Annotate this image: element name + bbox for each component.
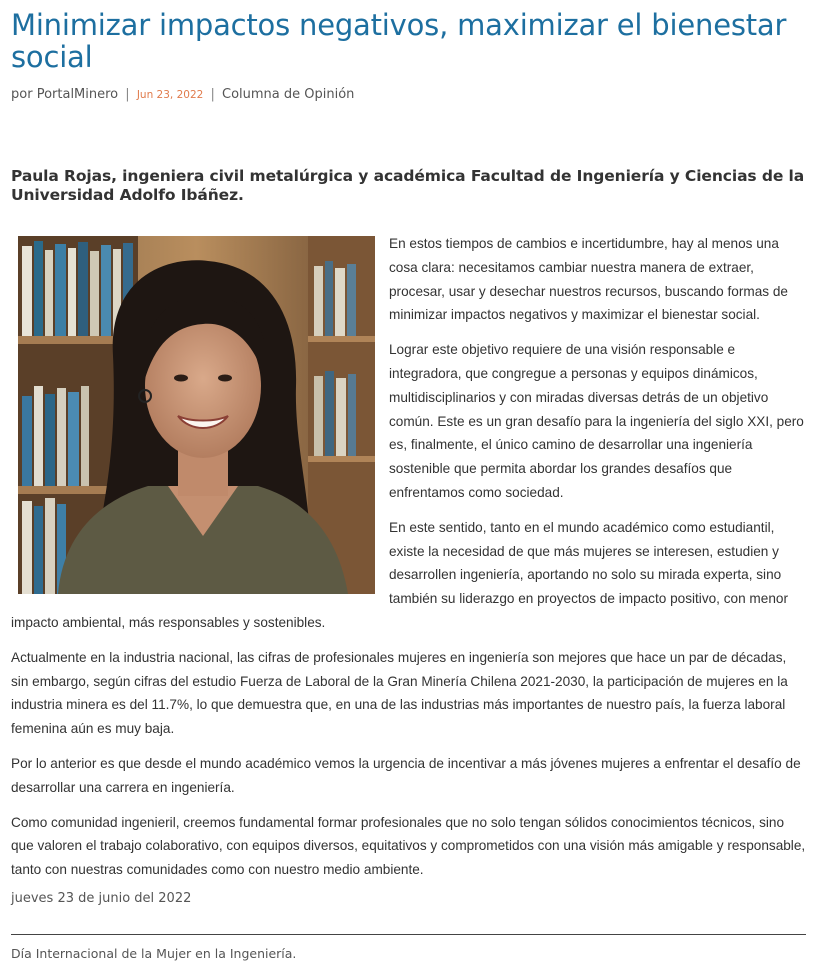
article-meta (11, 85, 806, 105)
paragraph: Por lo anterior es que desde el mundo académico vemos la urgencia de incentivar a más jóvenes mujeres a enfrentar el desafío de desarrollar una carrera en ingeniería. (11, 755, 801, 795)
author-link[interactable]: PortalMinero (36, 87, 119, 102)
article (11, 0, 806, 963)
article-subtitle: Paula Rojas, ingeniera civil metalúrgica y académica Facultad de Ingeniería y Ciencias de la Universidad Adolfo Ibáñez. (11, 167, 805, 204)
author-prefix: por (11, 87, 33, 102)
divider (11, 934, 806, 935)
paragraph: Actualmente en la industria nacional, las cifras de profesionales mujeres en ingeniería son mejores que hace un par de décadas, sin embargo, según cifras del estudio Fuerza de Laboral de la Gran Minería Chilena 2021-2030, la participación de mujeres en la industria minera es del 11.7%, lo que demuestra que, en una de las industrias más importantes de nuestro país, la fuerza laboral femenina aún es muy baja. (11, 649, 788, 737)
article-body (11, 232, 806, 882)
paragraph: En estos tiempos de cambios e incertidumbre, hay al menos una cosa clara: necesitamos cambiar nuestra manera de extraer, procesar, usar y desechar nuestros recursos, buscando formas de minimizar impactos negativos y maximizar el bienestar social. (389, 236, 788, 323)
paragraph: Lograr este objetivo requiere de una visión responsable e integradora, que congregue a personas y equipos dinámicos, multidisciplinarios y con miradas diversas detrás de un objetivo común. Este es un gran desafío para la ingeniería del siglo XXI, pero es, finalmente, el único camino de desarrollar una ingeniería sostenible que permita abordar los grandes desafíos que enfrentamos como sociedad. (389, 342, 804, 500)
publication-date: jueves 23 de junio del 2022 (11, 890, 192, 906)
article-title[interactable]: Minimizar impactos negativos, maximizar el bienestar social (11, 8, 787, 74)
paragraph: Como comunidad ingenieril, creemos fundamental formar profesionales que no solo tengan sólidos conocimientos técnicos, sino que valoren el trabajo colaborativo, con equipos diversos, equitativos y comprometidos con una visión más amigable y responsable, tanto con nuestras comunidades como con nuestro medio ambiente. (11, 814, 806, 878)
post-date: Jun 23, 2022 (136, 89, 204, 101)
footer-tag: Día Internacional de la Mujer en la Ingeniería. (11, 945, 297, 961)
author-photo (18, 236, 375, 594)
meta-separator: | (125, 87, 130, 102)
category-link[interactable]: Columna de Opinión (222, 87, 355, 102)
portrait-image (18, 236, 375, 594)
meta-separator: | (210, 87, 215, 102)
paragraph: En este sentido, tanto en el mundo académico como estudiantil, existe la necesidad de que más mujeres se interesen, estudien y desarrollen ingeniería, aportando no solo su mirada experta, sino también su liderazgo en proyectos de impacto positivo, con menor impacto ambiental, más responsables y sostenibles. (11, 519, 788, 630)
